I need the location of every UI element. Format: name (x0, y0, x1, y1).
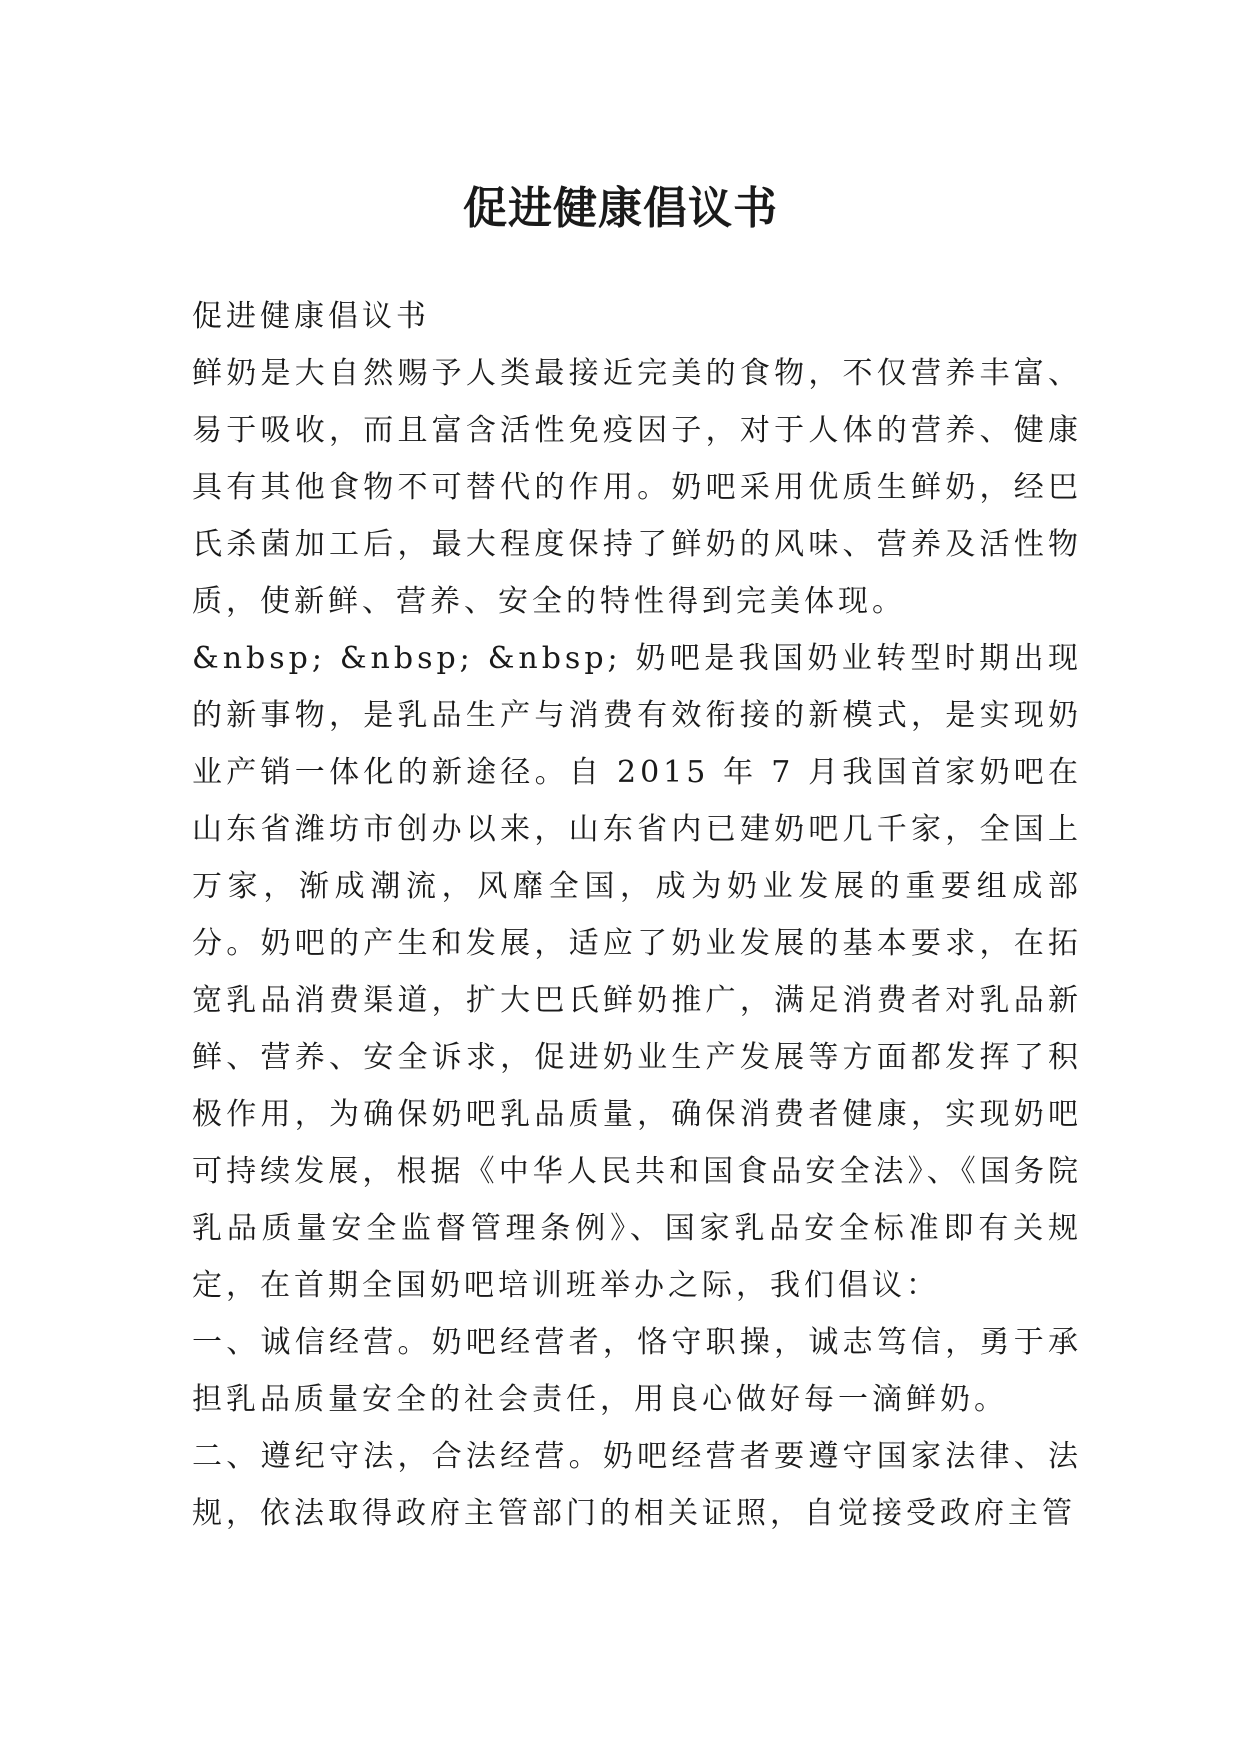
paragraph-point-1: 一、诚信经营。奶吧经营者，恪守职操，诚志笃信，勇于承担乳品质量安全的社会责任，用良心做好每一滴鲜奶。 (192, 1325, 1082, 1417)
paragraph-intro: 鲜奶是大自然赐予人类最接近完美的食物，不仅营养丰富、易于吸收，而且富含活性免疫因子，对于人体的营养、健康具有其他食物不可替代的作用。奶吧采用优质生鲜奶，经巴氏杀菌加工后，最大程度保持了鲜奶的风味、营养及活性物质，使新鲜、营养、安全的特性得到完美体现。 (192, 356, 1082, 619)
paragraph-background: &nbsp; &nbsp; &nbsp; 奶吧是我国奶业转型时期出现的新事物，是乳品生产与消费有效衔接的新模式，是实现奶业产销一体化的新途径。自 2015 年 7 月我国首家奶吧在山东省潍坊市创办以来，山东省内已建奶吧几千家，全国上万家，渐成潮流，风靡全国，成为奶业发展的重要组成部分。奶吧的产生和发展，适应了奶业发展的基本要求，在拓宽乳品消费渠道，扩大巴氏鲜奶推广，满足消费者对乳品新鲜、营养、安全诉求，促进奶业生产发展等方面都发挥了积极作用，为确保奶吧乳品质量，确保消费者健康，实现奶吧可持续发展，根据《中华人民共和国食品安全法》、《国务院乳品质量安全监督管理条例》、国家乳品安全标准即有关规定，在首期全国奶吧培训班举办之际，我们倡议： (192, 641, 1082, 1303)
document-title: 促进健康倡议书 (463, 183, 778, 235)
document-body (192, 288, 1082, 1542)
paragraph-point-2: 二、遵纪守法，合法经营。奶吧经营者要遵守国家法律、法规，依法取得政府主管部门的相关证照，自觉接受政府主管 (192, 1439, 1082, 1531)
paragraph-subtitle: 促进健康倡议书 (192, 299, 430, 334)
